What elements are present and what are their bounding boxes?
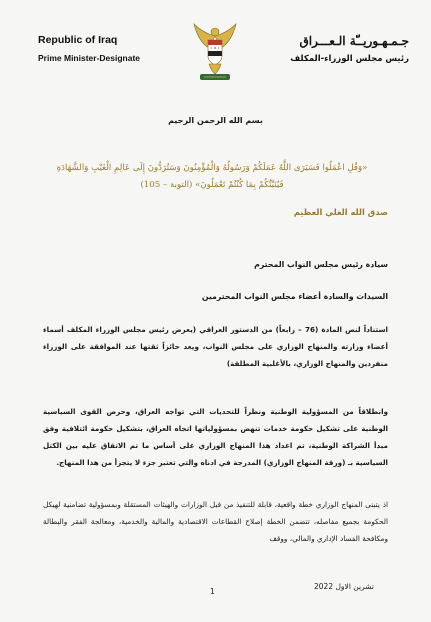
salutation-members: السيدات والسادة أعضاء مجلس النواب المحترمين — [201, 292, 388, 301]
paragraph-responsibility: وانطلاقاً من المسؤولية الوطنية ونظراً للتحديات التي تواجه العراق، وحرص القوى السياسية الوطنية على تشكيل حكومة خدمات تنهض بمسؤولياتها اتجاه العراق، بتشكيل حكومة ائتلافية وفق مبدأ الشراكة الوطنية، تم اعداد هذا المنهاج الوزاري على أساس ما تم الاتفاق عليه بين الكتل السياسية بـ (ورقة المنهاج الوزاري) المدرجة في ادناه والتي تعتبر جزء لا يتجزأ من هذا المنهاج. — [43, 407, 388, 467]
page-number: 1 — [210, 587, 215, 596]
sadaq-line: صدق الله العلي العظيم — [293, 207, 388, 217]
quran-verse-line-2: فَيُنَبِّئُكُمْ بِمَا كُنْتُمْ تَعْمَلُونَ» (التوبة – 105) — [140, 180, 284, 190]
paragraph-constitution: استناداً لنص المادة (76 – رابعاً) من الدستور العراقي (يعرض رئيس مجلس الوزراء المكلف أسماء أعضاء وزارته والمنهاج الوزاري على مجلس النواب، ويعد حائزاً ثقتها عند الموافقة على الوزراء منفردين والمنهاج الوزاري، بالأغلبية المطلقة) — [43, 325, 388, 368]
header-country-ar: جـمـهـوريــّة الـعـــراق — [299, 34, 409, 48]
salutation-speaker: سيادة رئيس مجلس النواب المحترم — [254, 260, 388, 269]
header-right-block — [259, 34, 409, 64]
quran-verse-line-1: «وَقُلِ اعْمَلُوا فَسَيَرَى اللَّهُ عَمَلَكُمْ وَرَسُولُهُ وَالْمُؤْمِنُونَ وَسَتُرَدُّونَ إِلَى عَالِمِ الْغَيْبِ وَالشَّهَادَةِ — [56, 163, 368, 173]
header-office-en: Prime Minister-Designate — [38, 53, 141, 63]
paragraph-program: اذ يتبنى المنهاج الوزاري خطة واقعية، قابلة للتنفيذ من قبل الوزارات والهيئات المستقلة وبمسؤولية تضامنية لهيكل الحكومة بجميع مفاصله، تتضمن الخطة إصلاح القطاعات الاقتصادية والمالية والخدمية، ومعالجة الفقر والبطالة ومكافحة الفساد الإداري والمالي، ووقف — [43, 500, 388, 543]
basmala: بسم الله الرحمن الرحيم — [168, 116, 263, 125]
iraq-eagle-emblem-icon — [192, 22, 238, 84]
header-office-ar: رئيس مجلس الوزراء-المكلف — [290, 54, 409, 64]
header-country-en: Republic of Iraq — [38, 34, 118, 46]
quran-verse — [36, 160, 388, 194]
header-left-block — [38, 34, 188, 63]
document-date: تشرين الاول 2022 — [314, 582, 375, 591]
